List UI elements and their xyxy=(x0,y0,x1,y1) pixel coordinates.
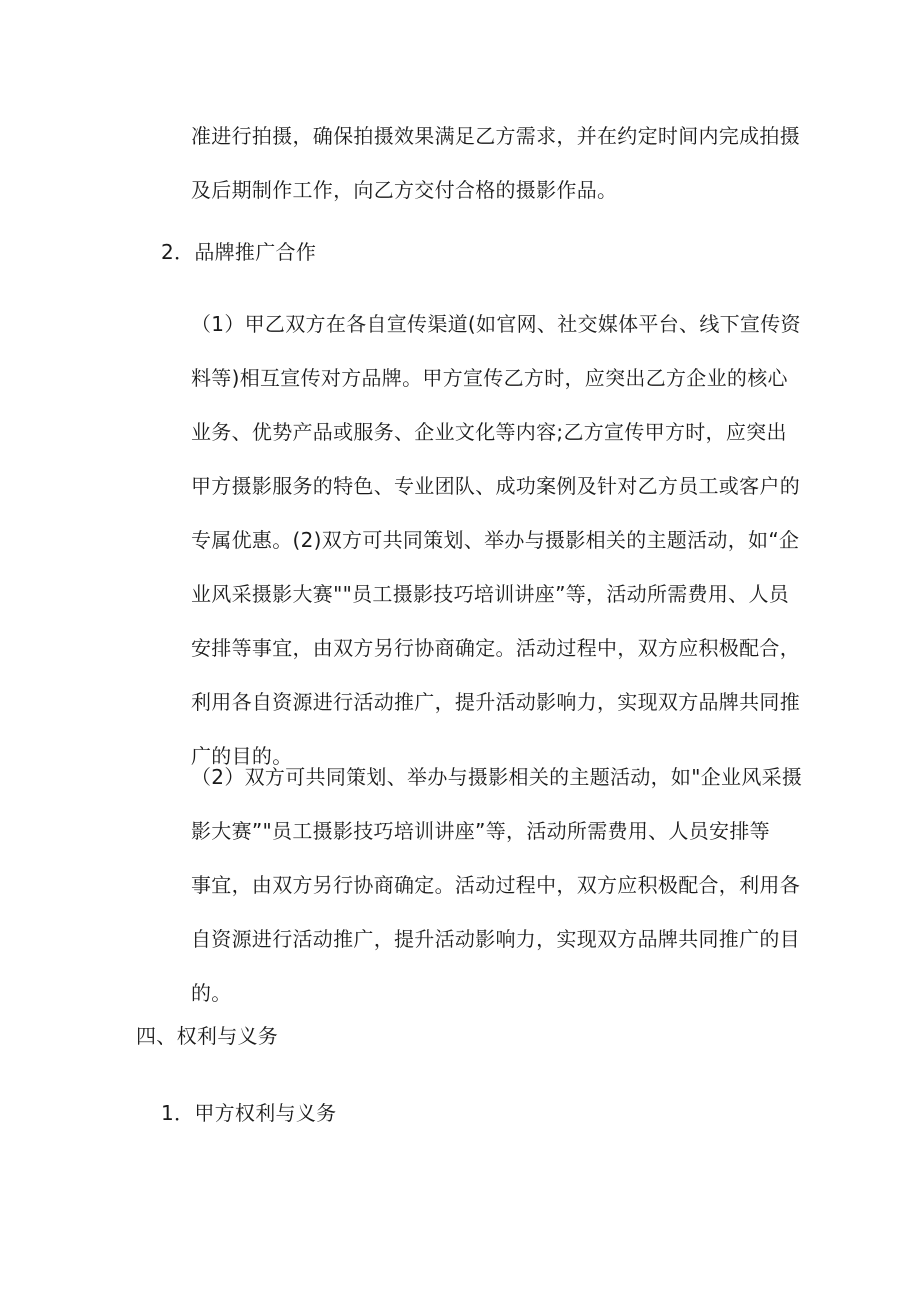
paragraph-brand-promotion-1 xyxy=(191,310,801,796)
section-heading-brand-promotion: 2．品牌推广合作 xyxy=(161,240,317,264)
paragraph-line: 料等)相互宣传对方品牌。甲方宣传乙方时，应突出乙方企业的核心 xyxy=(191,366,788,390)
section-heading-rights-obligations: 四、权利与义务 xyxy=(136,1024,279,1048)
paragraph-line: 广的目的。 xyxy=(191,744,293,768)
paragraph-line: 的。 xyxy=(191,981,232,1005)
paragraph-line: 利用各自资源进行活动推广，提升活动影响力，实现双方品牌共同推 xyxy=(191,690,800,714)
subsection-heading-party-a: 1．甲方权利与义务 xyxy=(161,1101,337,1125)
paragraph-line: 业风采摄影大赛""员工摄影技巧培训讲座”等，活动所需费用、人员 xyxy=(191,582,790,606)
paragraph-brand-promotion-2 xyxy=(191,763,803,1033)
paragraph-line: 事宜，由双方另行协商确定。活动过程中，双方应积极配合，利用各 xyxy=(191,873,800,897)
paragraph-line: 甲方摄影服务的特色、专业团队、成功案例及针对乙方员工或客户的 xyxy=(191,474,800,498)
paragraph-line: 自资源进行活动推广，提升活动影响力，实现双方品牌共同推广的目 xyxy=(191,927,800,951)
paragraph-line: 业务、优势产品或服务、企业文化等内容;乙方宣传甲方时，应突出 xyxy=(191,420,787,444)
intro-paragraph xyxy=(191,122,800,230)
paragraph-line: （2）双方可共同策划、举办与摄影相关的主题活动，如"企业风采摄 xyxy=(191,765,803,789)
paragraph-line: 准进行拍摄，确保拍摄效果满足乙方需求，并在约定时间内完成拍摄 xyxy=(191,124,800,148)
paragraph-line: 安排等事宜，由双方另行协商确定。活动过程中，双方应积极配合， xyxy=(191,636,800,660)
paragraph-line: 及后期制作工作，向乙方交付合格的摄影作品。 xyxy=(191,178,618,202)
paragraph-line: （1）甲乙双方在各自宣传渠道(如官网、社交媒体平台、线下宣传资 xyxy=(191,312,801,336)
paragraph-line: 影大赛”"员工摄影技巧培训讲座”等，活动所需费用、人员安排等 xyxy=(191,819,770,843)
paragraph-line: 专属优惠。(2)双方可共同策划、举办与摄影相关的主题活动，如“企 xyxy=(191,528,800,552)
